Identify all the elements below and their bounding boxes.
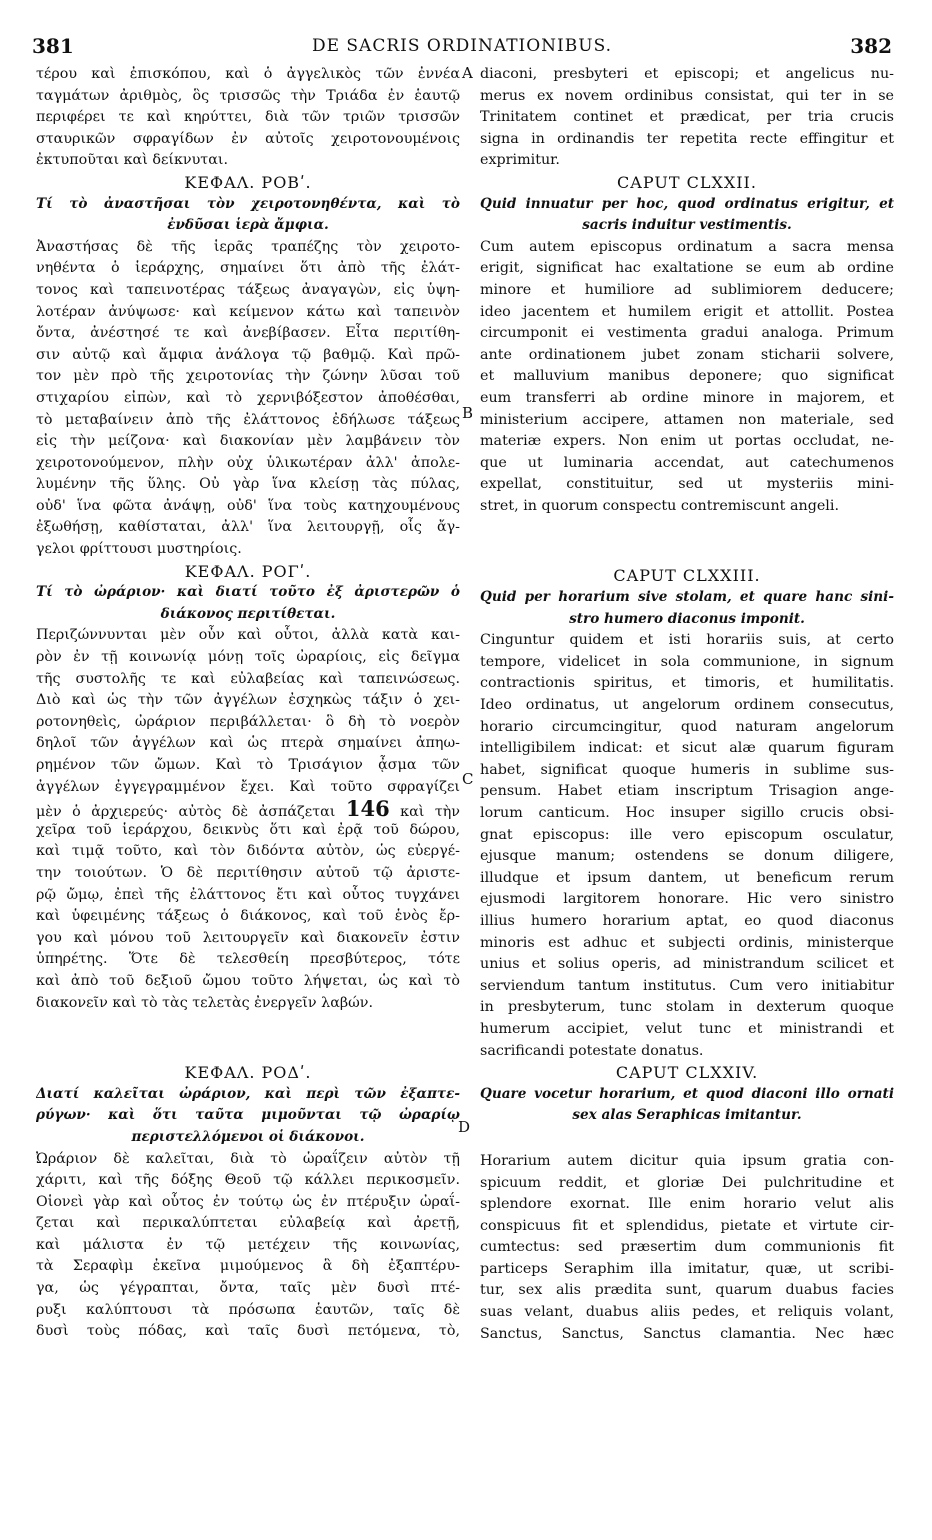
- latin-text-line: lorum canticum. Hoc insuper sigillo crucis obsi-: [480, 805, 894, 821]
- running-title: DE SACRIS ORDINATIONIBUS.: [311, 36, 613, 56]
- greek-text-line: τον μὲν πρὸ τῆς χειροτονίας τὴν ζώνην λῦσαι τοῦ: [36, 368, 460, 385]
- greek-text-line: Διὸ καὶ ὡς τὴν τῶν ἀγγέλων ἐσχηκὼς τάξιν ὁ χει-: [36, 692, 460, 709]
- greek-chapter-subtitle: Τί τὸ ὠράριον· καὶ διατί τοῦτο ἐξ ἀριστερῶν ὁ: [36, 584, 460, 601]
- greek-text-line: ἐξωθήσῃ, καθίσταται, ἀλλ' ἵνα λειτουργῇ, οἷς ἄγ-: [36, 519, 460, 536]
- greek-text-line: γου καὶ μόνου τοῦ λειτουργεῖν καὶ διακονεῖν ἐστιν: [36, 929, 460, 946]
- greek-text-line: λυμένην τῆς ὕλης. Οὐ γὰρ ἵνα κλείσῃ τὰς πύλας,: [36, 476, 460, 493]
- greek-text-line: ζεται καὶ περικαλύπτεται εὐλαβείᾳ καὶ ἀρετῇ,: [36, 1215, 460, 1232]
- spacer: [480, 1127, 894, 1151]
- latin-text-line: illius humero horarium aptat, eo quod diaconus: [480, 912, 894, 929]
- latin-text-line: cumtectus: sed præsertim dum communionis fit: [480, 1239, 894, 1256]
- page-number-left: 381: [32, 34, 74, 58]
- latin-chapter-subtitle: stro humero diaconus imponit.: [569, 610, 805, 627]
- greek-chapter-heading: ΚΕΦΑΛ. ΡΟΓʹ.: [184, 561, 312, 581]
- greek-text-line: λοτέραν ἀνύψωσε· καὶ κείμενον κάτω καὶ ταπεινὸν: [36, 303, 460, 320]
- latin-text-line: particeps Seraphim illa imitatur, quæ, ut scribi-: [480, 1260, 894, 1277]
- latin-text-line: humerum accipiet, velut tunc et ministrandi et: [480, 1020, 894, 1037]
- greek-text-line: καὶ ὑφειμένης τάξεως ὁ διάκονος, καὶ τοῦ ἑνὸς ἔρ-: [36, 908, 460, 925]
- latin-text-line: habet, significat quoque humeris in sublime sus-: [480, 761, 894, 778]
- greek-text-line: καὶ μάλιστα ἐν τῷ μετέχειν τῆς κοινωνίας,: [36, 1236, 460, 1253]
- latin-text-line: exprimitur.: [480, 152, 560, 169]
- latin-text-line: gnat episcopus: ille vero episcopum osculatur,: [480, 826, 894, 843]
- latin-text-line: unius et solius operis, ad ministrandum scilicet et: [480, 956, 894, 973]
- latin-text-line: eum transferri ab ordine minore in majorem, et: [480, 389, 894, 406]
- latin-chapter-subtitle: sacris induitur vestimentis.: [582, 217, 792, 234]
- greek-text-line: χάριτι, καὶ τῆς δόξης Θεοῦ τῷ κάλλει περικοσμεῖν.: [36, 1172, 460, 1189]
- latin-chapter-subtitle: Quid per horarium sive stolam, et quare hanc sini-: [480, 589, 894, 606]
- greek-text-line: καὶ ἀπὸ τοῦ δεξιοῦ ὤμου τοῦτο λήψεται, ὡς καὶ τὸ: [36, 972, 460, 989]
- greek-text-line: ρὸν ἐν τῇ κοινωνίᾳ μόνῃ τοῖς ὠραρίοις, εἰς δεῖγμα: [36, 649, 460, 666]
- margin-letter-a: A: [462, 64, 473, 82]
- latin-text-line: Cum autem episcopus ordinatum a sacra mensa: [480, 238, 894, 255]
- margin-letter-c: C: [462, 770, 474, 788]
- greek-text-line: καὶ τιμᾷ τοῦτο, καὶ τὸν διδόντα αὐτὸν, ὡς εὐεργέ-: [36, 843, 460, 860]
- greek-text-line: οὐδ' ἵνα φῶτα ἀνάψῃ, οὐδ' ἵνα τοὺς κατηχουμένους: [36, 497, 460, 514]
- latin-text-line: contractionis spiritus, et timoris, et humilitatis.: [480, 675, 894, 692]
- latin-chapter-heading: CAPUT CLXXII.: [617, 172, 757, 192]
- latin-text-line: in presbyterum, tunc stolam in dexterum quoque: [480, 999, 894, 1016]
- latin-chapter-subtitle: Quare vocetur horarium, et quod diaconi illo ornati: [480, 1085, 894, 1102]
- latin-text-line: spicuum reddit, et gloriæ Dei pulchritudine et: [480, 1174, 894, 1191]
- greek-text-line: εἰς τὴν μείζονα· καὶ διακονίαν μὲν λαμβάνειν τὸν: [36, 433, 460, 450]
- greek-text-line: ρῷ ὤμῳ, ἐπεὶ τῆς ἐλάττονος ἔτι καὶ οὗτος τυγχάνει: [36, 886, 460, 903]
- greek-text-line: γελοι φρίττουσι μυστηρίοις.: [36, 541, 242, 558]
- latin-text-line: Trinitatem continet et prædicat, per tria crucis: [480, 109, 894, 126]
- latin-text-line: Horarium autem dicitur quia ipsum gratia con-: [480, 1152, 894, 1169]
- greek-text-line: χεῖρα τοῦ ἱεράρχου, δεικνὺς ὅτι καὶ ἐρᾷ τοῦ δώρου,: [36, 821, 460, 838]
- spacer: [36, 1014, 460, 1038]
- latin-text-line: serviendum tantum institutus. Cum vero initiabitur: [480, 977, 894, 994]
- latin-text-line: tempore, videlicet in sola communione, in signum: [480, 653, 894, 670]
- greek-text-line: ἀγγέλων ἐγγεγραμμένον ἔχει. Καὶ τοῦτο σφραγίζει: [36, 778, 460, 795]
- latin-text-line: diaconi, presbyteri et episcopi; et angelicus nu-: [480, 66, 894, 82]
- latin-text-line: ejusque manum; ostendens se donum diligere,: [480, 848, 894, 865]
- margin-letter-d: D: [458, 1118, 471, 1136]
- latin-text-line: signa in ordinandis ter repetita recte effingitur et: [480, 130, 894, 147]
- latin-text-line: horario circumcingitur, quod naturam angelorum: [480, 718, 894, 735]
- greek-text-line: τῆς συστολῆς τε καὶ εὐλαβείας καὶ ταπεινώσεως.: [36, 670, 460, 687]
- latin-text-line: stret, in quorum conspectu contremiscunt angeli.: [480, 497, 839, 514]
- greek-text-line: τὸ μεταβαίνειν ἀπὸ τῆς ἐλάττονος ἐδήλωσε τάξεως: [36, 411, 460, 428]
- greek-text-line: ὄντα, ἀνέστησέ τε καὶ ἀνεβίβασεν. Εἶτα περιτίθη-: [36, 325, 460, 342]
- latin-text-line: intelligibilem indicat: et sicut alæ quarum figuram: [480, 740, 894, 757]
- greek-chapter-subtitle: διάκονος περιτίθεται.: [160, 605, 336, 622]
- spacer: [36, 1038, 460, 1062]
- latin-text-line: circumponit ei vestimenta gradui analoga. Primum: [480, 325, 894, 342]
- greek-text-line: χειροτονούμενον, πλὴν οὐχ ὑλικωτέραν ἀλλ' ἀπολε-: [36, 454, 460, 471]
- latin-text-line: ante ordinationem jubet zonam sticharii solvere,: [480, 346, 894, 363]
- running-head: [32, 34, 892, 60]
- latin-text-line: suas velant, duabus aliis pedes, et reliquis volant,: [480, 1304, 894, 1321]
- latin-text-line: sacrificandi potestate donatus.: [480, 1042, 704, 1059]
- greek-text-line: ταγμάτων ἀριθμὸς, ὃς τρισσῶς τὴν Τριάδα ἐν ἑαυτῷ: [36, 87, 460, 104]
- latin-text-line: conspicuus fit et splendidus, pietate et virtute cir-: [480, 1217, 894, 1234]
- greek-text-line: διακονεῖν καὶ τὸ τὰς τελετὰς ἐνεργεῖν λαβών.: [36, 994, 374, 1011]
- greek-chapter-subtitle: ἐνδῦσαι ἱερὰ ἄμφια.: [167, 217, 329, 234]
- greek-text-line: Ὠράριον δὲ καλεῖται, διὰ τὸ ὡραΐζειν αὐτὸν τῇ: [36, 1150, 460, 1167]
- greek-text-line: νηθέντα ὁ ἱεράρχης, σημαίνει ὅτι ἀπὸ τῆς ἐλάτ-: [36, 260, 460, 277]
- latin-text-line: expellat, constituitur, sed ut mysteriis mini-: [480, 476, 894, 493]
- greek-chapter-heading: ΚΕΦΑΛ. ΡΟΔʹ.: [184, 1063, 312, 1083]
- greek-text-line: ροτονηθεὶς, ὠράριον περιβάλλεται· ὃ δὴ τὸ νοερὸν: [36, 713, 460, 730]
- folio-marker: 146: [345, 798, 390, 820]
- latin-text-line: illudque et ipsum dantem, ut beneficum rerum: [480, 869, 894, 886]
- greek-text-line: ρυξι καλύπτουσι τὰ πρόσωπα ἑαυτῶν, ταῖς δὲ: [36, 1301, 460, 1318]
- greek-chapter-subtitle: ρύγων· καὶ ὅτι ταῦτα μιμοῦνται τῷ ὠραρίῳ: [36, 1107, 460, 1124]
- greek-chapter-subtitle: περιστελλόμενοι οἱ διάκονοι.: [131, 1128, 365, 1145]
- margin-letter-b: B: [462, 404, 474, 422]
- latin-text-line: Cinguntur quidem et isti horariis suis, at certo: [480, 632, 894, 649]
- spacer: [480, 541, 894, 565]
- greek-column: [36, 64, 460, 1343]
- greek-text-line: την τοιούτων. Ὁ δὲ περιτίθησιν αὐτοῦ τῷ ἀριστε-: [36, 864, 460, 881]
- greek-text-line: Οἱονεὶ γὰρ καὶ οὗτος ἐν τούτῳ ὡς ἐν πτέρυξιν ὠραΐ-: [36, 1193, 460, 1210]
- greek-text-line: μὲν ὁ ἀρχιερεύς· αὐτὸς δὲ ἀσπάζεται 146 καὶ τὴν: [36, 798, 460, 820]
- greek-text-line: τονος καὶ ταπεινοτέρας τάξεως ἀναγαγὼν, εἰς ὑψη-: [36, 281, 460, 298]
- page-number-right: 382: [850, 34, 892, 58]
- greek-chapter-heading: ΚΕΦΑΛ. ΡΟΒʹ.: [184, 172, 312, 192]
- latin-column: [480, 64, 894, 1345]
- latin-text-line: et malluvium manibus deponere; quo significat: [480, 368, 894, 385]
- latin-text-line: merus ex novem ordinibus consistat, qui ter in se: [480, 87, 894, 104]
- greek-text-line: ρημένον τῶν ὤμων. Καὶ τὸ Τρισάγιον ᾆσμα τῶν: [36, 757, 460, 773]
- greek-text-line: γα, ὡς γέγραπται, ὄντα, ταῖς μὲν δυσὶ πτέ-: [36, 1280, 460, 1297]
- greek-text-line: ἐκτυποῦται καὶ δείκνυται.: [36, 152, 229, 169]
- latin-text-line: materiæ expers. Non enim ut portas occludat, ne-: [480, 433, 894, 450]
- latin-chapter-heading: CAPUT CLXXIII.: [613, 566, 761, 586]
- greek-text-line: ὑπηρέτης. Ὅτε δὲ τελεσθείη πρεσβύτερος, τότε: [36, 951, 460, 968]
- greek-text-line: στιχαρίου εἰπὼν, καὶ τὸ χερνιβόξεστον ἀποθέσθαι,: [36, 389, 460, 406]
- latin-chapter-heading: CAPUT CLXXIV.: [615, 1063, 759, 1083]
- greek-text-line: σιν αὐτῷ καὶ ἄμφια ἀνάλογα τῷ βαθμῷ. Καὶ πρῶ-: [36, 346, 460, 363]
- latin-text-line: pensum. Habet etiam inscriptum Trisagion ange-: [480, 783, 894, 800]
- greek-text-line: δηλοῖ τῶν ἀγγέλων καὶ ὡς πτερὰ σημαίνει ἀπηω-: [36, 735, 460, 752]
- latin-text-line: ministerium accipere, attamen non materiale, sed: [480, 411, 894, 428]
- latin-text-line: ideo jacentem et humilem erigit et attollit. Postea: [480, 303, 894, 320]
- spacer: [480, 517, 894, 541]
- latin-text-line: minoris est adhuc et subjecti ordinis, ministerque: [480, 934, 894, 951]
- greek-text-line: Ἀναστήσας δὲ τῆς ἱερᾶς τραπέζης τὸν χειροτο-: [36, 238, 460, 255]
- greek-text-line: σταυρικῶν σφραγίδων ἐν αὐτοῖς χειροτονουμένοις: [36, 130, 460, 147]
- greek-text-line: τὰ Σεραφὶμ ἐκεῖνα μιμούμενος ἃ δὴ ἐξαπτέρυ-: [36, 1258, 460, 1275]
- latin-chapter-subtitle: sex alas Seraphicas imitantur.: [572, 1107, 802, 1124]
- latin-text-line: erigit, significat hac exaltatione se eum ab ordine: [480, 260, 894, 277]
- greek-text-line: Περιζώννυνται μὲν οὖν καὶ οὗτοι, ἀλλὰ κατὰ και-: [36, 627, 460, 644]
- latin-text-line: Sanctus, Sanctus, Sanctus clamantia. Nec hæc: [480, 1325, 894, 1342]
- latin-chapter-subtitle: Quid innuatur per hoc, quod ordinatus erigitur, et: [480, 195, 894, 212]
- greek-text-line: δυσὶ τοὺς πόδας, καὶ ταῖς δυσὶ πετόμενα, τὸ,: [36, 1323, 460, 1340]
- greek-text-line: τέρου καὶ ἐπισκόπου, καὶ ὁ ἀγγελικὸς τῶν ἐννέα: [36, 66, 460, 82]
- greek-chapter-subtitle: Διατί καλεῖται ὠράριον, καὶ περὶ τῶν ἐξαπτε-: [36, 1085, 460, 1102]
- latin-text-line: ejusmodi largitorem honorare. Hic vero sinistro: [480, 891, 894, 908]
- latin-text-line: que ut luminaria accendat, aut catechumenos: [480, 454, 894, 471]
- latin-text-line: Ideo ordinatus, ut angelorum ordinem consecutus,: [480, 697, 894, 714]
- latin-text-line: minore et humiliore ad sublimiorem deducere;: [480, 281, 894, 298]
- latin-text-line: splendore exornat. Ille enim horario velut alis: [480, 1196, 894, 1213]
- latin-text-line: tur, sex alis prædita sunt, quarum duabus facies: [480, 1282, 894, 1299]
- greek-text-line: περιφέρει τε καὶ κηρύττει, διὰ τῶν τριῶν τρισσῶν: [36, 109, 460, 126]
- greek-chapter-subtitle: Τί τὸ ἀναστῆσαι τὸν χειροτονηθέντα, καὶ τὸ: [36, 195, 460, 212]
